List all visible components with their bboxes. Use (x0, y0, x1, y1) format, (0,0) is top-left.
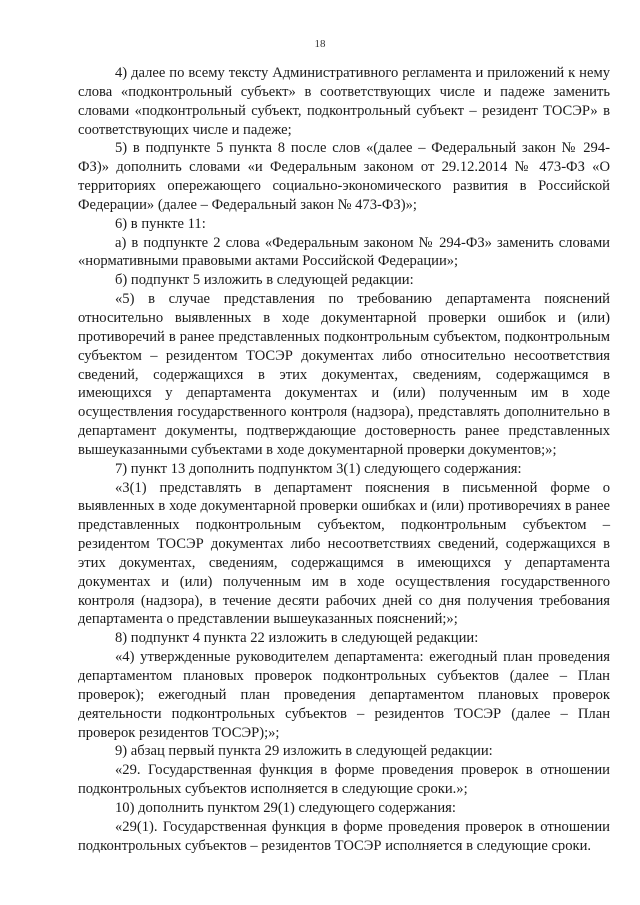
paragraph-item-8: 8) подпункт 4 пункта 22 изложить в следующей редакции: (115, 630, 479, 647)
paragraph-item-6: 6) в пункте 11: (115, 215, 206, 232)
paragraph-item-5: 5) в подпункте 5 пункта 8 после слов «(далее – Федеральный закон № 294-ФЗ)» дополнить словами «и Федеральным законом от 29.12.2014 № 473-ФЗ «О территориях опережающего социально-экономического развития в Российской Федерации» (далее – Федеральный закон № 473-ФЗ)»; (78, 140, 610, 213)
quoted-amendment-4: «4) утвержденные руководителем департамента: ежегодный план проведения департаментом плановых проверок подконтрольных субъектов (далее – План проверок); ежегодный план проведения департаментом плановых проверок деятельности подконтрольных субъектов – резидентов ТОСЭР (далее – План проверок резидентов ТОСЭР);»; (78, 649, 610, 741)
document-body (78, 64, 610, 855)
page-number: 18 (314, 38, 326, 50)
paragraph-subitem-b: б) подпункт 5 изложить в следующей редакции: (115, 272, 414, 289)
paragraph-item-9: 9) абзац первый пункта 29 изложить в следующей редакции: (115, 743, 493, 760)
paragraph-item-7: 7) пункт 13 дополнить подпунктом 3(1) следующего содержания: (115, 460, 522, 477)
paragraph-item-4: 4) далее по всему тексту Административного регламента и приложений к нему слова «подконтрольный субъект» в соответствующих числе и падеже заменить словами «подконтрольный субъект, подконтрольный субъект – резидент ТОСЭР» в соответствующих числе и падеже; (78, 65, 610, 138)
quoted-amendment-29-1: «29(1). Государственная функция в форме проведения проверок в отношении подконтрольных субъектов – резидентов ТОСЭР исполняется в следующие сроки. (78, 818, 610, 854)
paragraph-item-10: 10) дополнить пунктом 29(1) следующего содержания: (115, 799, 456, 816)
quoted-amendment-5: «5) в случае представления по требованию департамента пояснений относительно выявленных в ходе документарной проверки ошибок и (или) противоречий в ранее представленных подконтрольным субъектом, подконтрольным субъектом – резидентом ТОСЭР документах либо относительно несоответствия сведений, содержащихся в этих документах, сведениям, содержащимся в имеющихся у департамента документах и (или) полученным им в ходе осуществления государственного контроля (надзора), представлять дополнительно в департамент документы, подтверждающие достоверность ранее представленных вышеуказанными субъектами в ходе документарной проверки документов;»; (78, 291, 610, 458)
quoted-amendment-3-1: «3(1) представлять в департамент пояснения в письменной форме о выявленных в ходе документарной проверки ошибках и (или) противоречиях в ранее представленных подконтрольным субъектом, подконтрольным субъектом – резидентом ТОСЭР документах либо несоответствиях сведений, содержащихся в этих документах, сведениям, содержащимся в имеющихся у департамента документах и (или) полученным им в ходе осуществления государственного контроля (надзора), в течение десяти рабочих дней со дня получения требования департамента о представлении вышеуказанных пояснений;»; (78, 479, 610, 628)
quoted-amendment-29: «29. Государственная функция в форме проведения проверок в отношении подконтрольных субъектов исполняется в следующие сроки.»; (78, 762, 610, 798)
paragraph-subitem-a: а) в подпункте 2 слова «Федеральным законом № 294-ФЗ» заменить словами «нормативными правовыми актами Российской Федерации»; (78, 234, 610, 270)
